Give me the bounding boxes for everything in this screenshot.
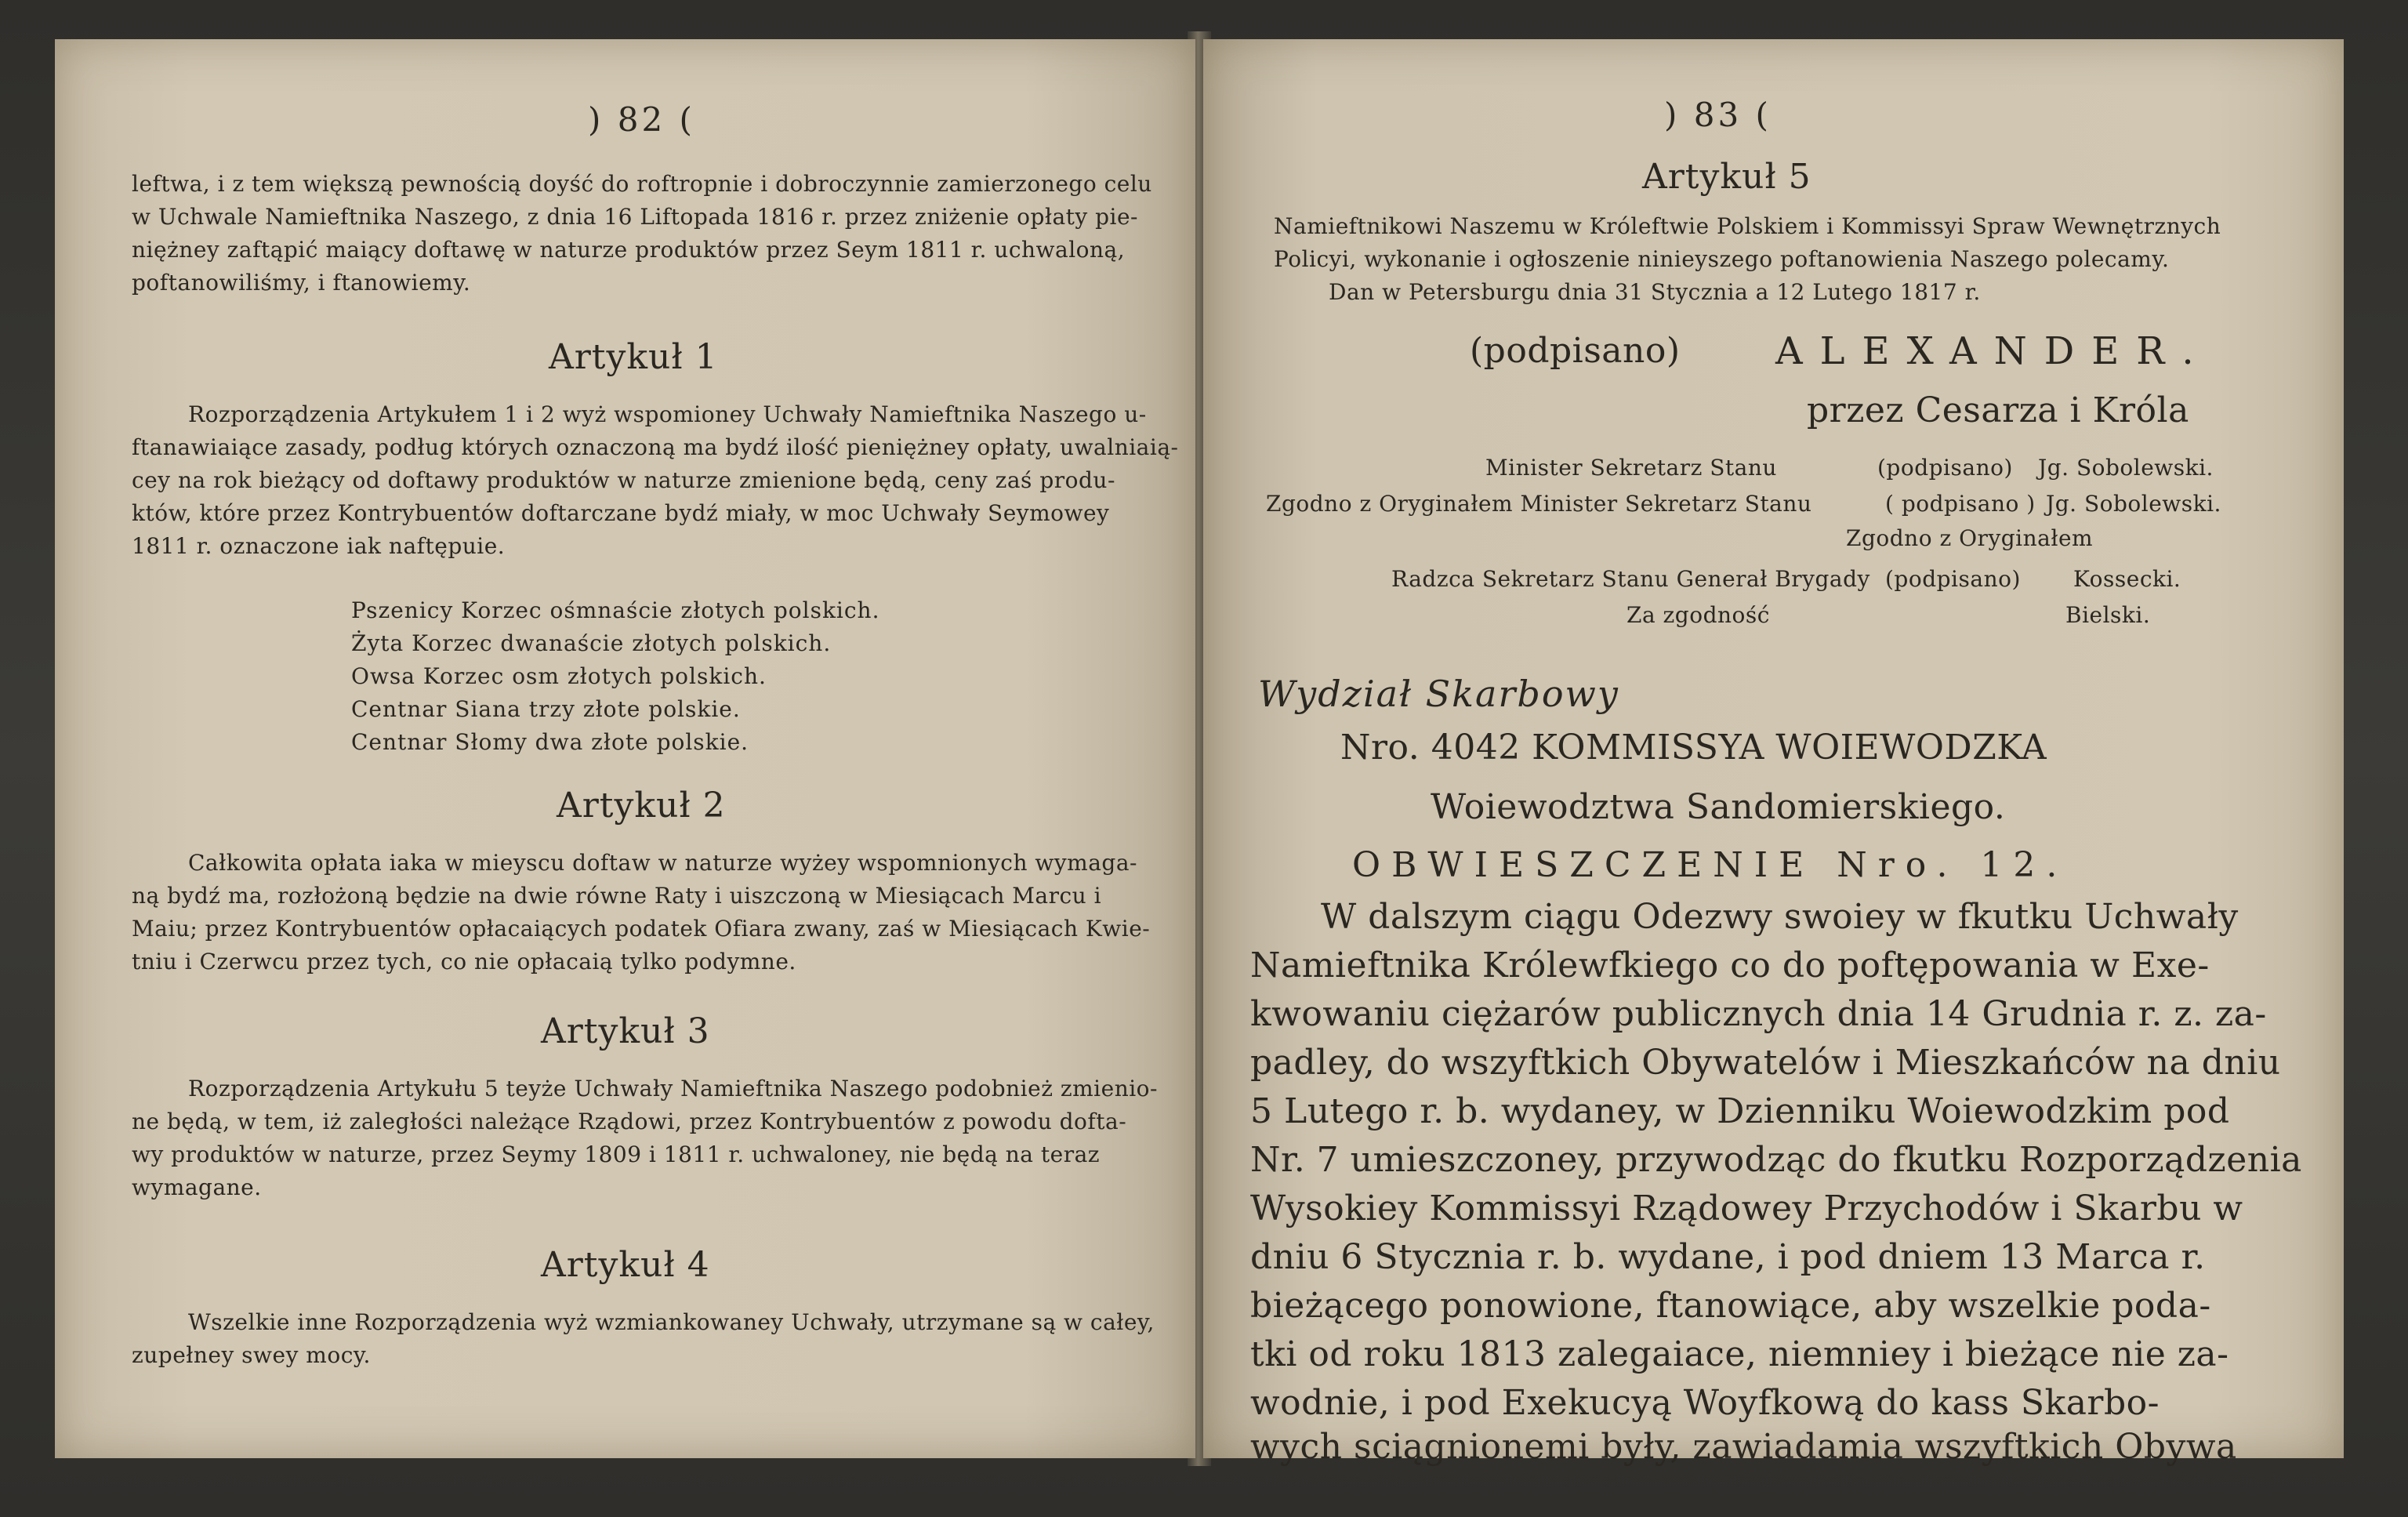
price-line: Owsa Korzec osm złotych polskich. (351, 663, 767, 689)
page-number: ) 83 ( (1664, 96, 1772, 134)
text-line: Policyi, wykonanie i ogłoszenie ninieyszego poftanowienia Naszego polecamy. (1274, 246, 2170, 272)
signature-line: (podpisano) (1877, 455, 2013, 481)
price-line: Centnar Słomy dwa złote polskie. (351, 729, 749, 755)
body-line: wodnie, i pod Exekucyą Woyfkową do kass Skarbo- (1250, 1383, 2160, 1423)
signature-line: Za zgodność (1626, 602, 1770, 628)
body-line: tki od roku 1813 zalegaiace, niemniey i bieżące nie za- (1250, 1334, 2229, 1374)
price-line: Pszenicy Korzec ośmnaście złotych polskich. (351, 597, 880, 623)
signer-title: przez Cesarza i Króla (1807, 390, 2189, 430)
text-line: tniu i Czerwcu przez tych, co nie opłacaią tylko podymne. (132, 949, 796, 974)
text-line: 1811 r. oznaczone iak naftępuie. (132, 533, 506, 559)
text-line: Wszelkie inne Rozporządzenia wyż wzmiankowaney Uchwały, utrzymane są w całey, (188, 1309, 1155, 1335)
price-line: Żyta Korzec dwanaście złotych polskich. (351, 630, 832, 656)
right-page (1203, 39, 2344, 1467)
signature-line: Kossecki. (2073, 566, 2181, 592)
signature-line: ( podpisano ) (1885, 491, 2036, 517)
text-line: ne będą, w tem, iż zaległości należące Rządowi, przez Kontrybuentów z powodu dofta- (132, 1109, 1127, 1134)
page-number: ) 82 ( (588, 100, 695, 139)
signer-name: ALEXANDER. (1775, 329, 2211, 373)
text-line: Rozporządzenia Artykułem 1 i 2 wyż wspomioney Uchwały Namieftnika Naszego u- (188, 401, 1147, 427)
article-heading: Artykuł 5 (1642, 157, 1811, 197)
voivodeship-name: Woiewodztwa Sandomierskiego. (1431, 787, 2006, 827)
body-line: Wysokiey Kommissyi Rządowey Przychodów i Skarbu w (1250, 1189, 2243, 1228)
text-line: w Uchwale Namieftnika Naszego, z dnia 16 Liftopada 1816 r. przez zniżenie opłaty pie- (132, 204, 1139, 230)
body-line: kwowaniu ciężarów publicznych dnia 14 Grudnia r. z. za- (1250, 994, 2267, 1034)
signature-line: Radzca Sekretarz Stanu Generał Brygady (1391, 566, 1870, 592)
text-line: Dan w Petersburgu dnia 31 Stycznia a 12 Lutego 1817 r. (1329, 279, 1981, 305)
left-page (55, 39, 1195, 1458)
text-line: poftanowiliśmy, i ftanowiemy. (132, 270, 471, 296)
signature-line: (podpisano) (1885, 566, 2021, 592)
text-line: Całkowita opłata iaka w mieyscu doftaw w naturze wyżey wspomnionych wymaga- (188, 850, 1137, 876)
body-line: Nr. 7 umieszczoney, przywodząc do fkutku Rozporządzenia (1250, 1140, 2302, 1180)
signature-line: Jg. Sobolewski. (2038, 455, 2214, 481)
signature-line: Zgodno z Oryginałem (1846, 525, 2094, 551)
article-heading: Artykuł 4 (541, 1245, 710, 1285)
text-line: Namieftnikowi Naszemu w Króleftwie Polskiem i Kommissyi Spraw Wewnętrznych (1274, 213, 2221, 239)
text-line: wymagane. (132, 1174, 262, 1200)
signature-line: Bielski. (2065, 602, 2151, 628)
body-line: 5 Lutego r. b. wydaney, w Dzienniku Woiewodzkim pod (1250, 1091, 2230, 1131)
announcement-title: OBWIESZCZENIE Nro. 12. (1352, 845, 2069, 885)
text-line: zupełney swey mocy. (132, 1342, 371, 1368)
text-line: Rozporządzenia Artykułu 5 teyże Uchwały Namieftnika Naszego podobnież zmienio- (188, 1076, 1158, 1101)
body-line: Namieftnika Królewfkiego co do poftępowania w Exe- (1250, 945, 2210, 985)
text-line: ną bydź ma, rozłożoną będzie na dwie równe Raty i uiszczoną w Miesiącach Marcu i (132, 883, 1102, 909)
body-line: W dalszym ciągu Odezwy swoiey w fkutku Uchwały (1321, 897, 2239, 937)
article-heading: Artykuł 3 (541, 1011, 710, 1051)
text-line: ftanawiaiące zasady, podług których oznaczoną ma bydź ilość pieniężney opłaty, uwalniaią- (132, 434, 1179, 460)
body-line: dniu 6 Stycznia r. b. wydane, i pod dniem 13 Marca r. (1250, 1237, 2206, 1277)
body-line: bieżącego ponowione, ftanowiące, aby wszelkie poda- (1250, 1286, 2211, 1326)
text-line: cey na rok bieżący od doftawy produktów w naturze zmienione będą, ceny zaś produ- (132, 467, 1115, 493)
signature-line: Jg. Sobolewski. (2046, 491, 2221, 517)
article-heading: Artykuł 2 (557, 786, 726, 826)
text-line: leftwa, i z tem większą pewnością doyść do roftropnie i dobroczynnie zamierzonego celu (132, 171, 1152, 197)
text-line: Maiu; przez Kontrybuentów opłacaiących podatek Ofiara zwany, zaś w Miesiącach Kwie- (132, 916, 1151, 942)
price-line: Centnar Siana trzy złote polskie. (351, 696, 741, 722)
body-line: wych sciągnionemi były, zawiadamia wszyftkich Obywa (1250, 1427, 2237, 1467)
text-line: wy produktów w naturze, przez Seymy 1809 i 1811 r. uchwaloney, nie będą na teraz (132, 1141, 1101, 1167)
article-heading: Artykuł 1 (549, 337, 718, 377)
body-line: padley, do wszyftkich Obywatelów i Mieszkańców na dniu (1250, 1043, 2281, 1083)
signature-line: Minister Sekretarz Stanu (1485, 455, 1777, 481)
text-line: niężney zaftąpić maiący doftawę w naturze produktów przez Seym 1811 r. uchwaloną, (132, 237, 1126, 263)
document-number: Nro. 4042 KOMMISSYA WOIEWODZKA (1340, 728, 2047, 768)
text-line: któw, które przez Kontrybuentów doftarczane bydź miały, w moc Uchwały Seymowey (132, 500, 1110, 526)
signature-line: Zgodno z Oryginałem Minister Sekretarz Stanu (1266, 491, 1812, 517)
section-heading: Wydział Skarbowy (1258, 673, 1619, 715)
signed-label: (podpisano) (1470, 331, 1681, 371)
